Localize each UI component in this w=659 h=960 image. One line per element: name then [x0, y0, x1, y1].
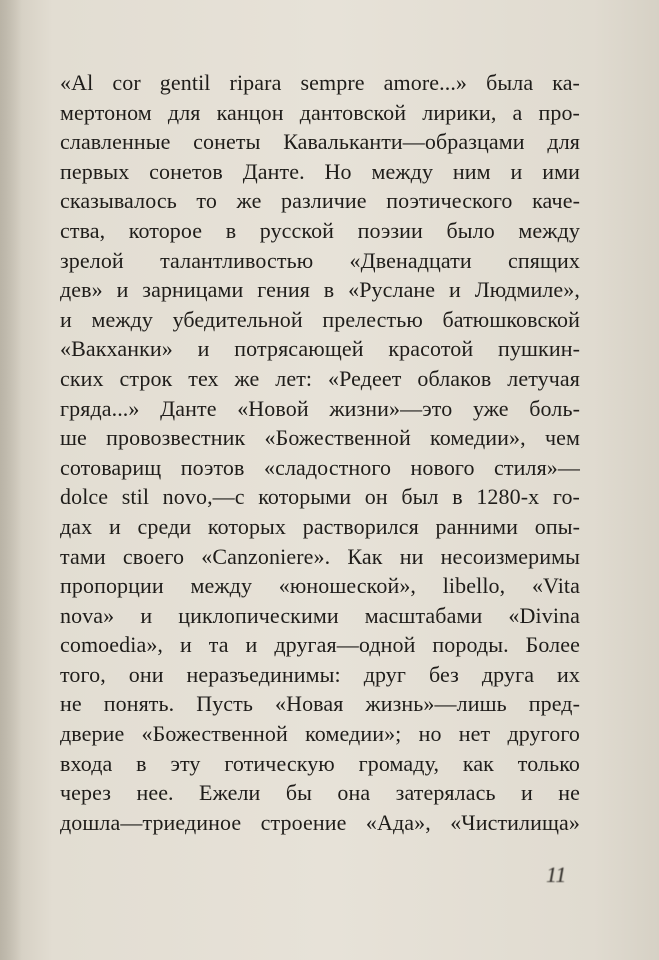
text-line: гряда...» Данте «Новой жизни»—это уже боль- — [60, 395, 580, 421]
text-line: входа в эту готическую громаду, как только — [60, 750, 580, 776]
text-line: славленные сонеты Кавальканти—образцами для — [60, 129, 580, 155]
text-line: дверие «Божественной комедии»; но нет другого — [60, 721, 580, 747]
text-line: того, они неразъединимы: друг без друга их — [60, 661, 580, 687]
text-line: первых сонетов Данте. Но между ним и ими — [60, 158, 580, 184]
text-line: дошла—триединое строение «Ада», «Чистилища» — [60, 809, 580, 835]
text-line: nova» и циклопическими масштабами «Divina — [60, 602, 580, 628]
text-line: дах и среди которых растворился ранними опы- — [60, 513, 580, 539]
text-line: «Вакханки» и потрясающей красотой пушкин- — [60, 336, 580, 362]
text-line: ше провозвестник «Божественной комедии», чем — [60, 425, 580, 451]
body-text — [60, 68, 580, 837]
text-line: ства, которое в русской поэзии было между — [60, 217, 580, 243]
text-line: dolce stil novo,—с которыми он был в 1280-х го- — [60, 484, 580, 510]
text-line: comoedia», и та и другая—одной породы. Более — [60, 632, 580, 658]
text-line: не понять. Пусть «Новая жизнь»—лишь пред- — [60, 691, 580, 717]
text-line: через нее. Ежели бы она затерялась и не — [60, 780, 580, 806]
page-number: 11 — [546, 862, 567, 887]
text-line: сотоварищ поэтов «сладостного нового стиля»— — [60, 454, 580, 480]
text-line: тами своего «Canzoniere». Как ни несоизмеримы — [60, 543, 580, 569]
text-line: мертоном для канцон дантовской лирики, а про- — [60, 99, 580, 125]
text-line: ских строк тех же лет: «Редеет облаков летучая — [60, 365, 580, 391]
page-gutter-shadow — [0, 0, 22, 960]
text-line: и между убедительной прелестью батюшковской — [60, 306, 580, 332]
text-line: дев» и зарницами гения в «Руслане и Людмиле», — [60, 277, 580, 303]
text-line: сказывалось то же различие поэтического каче- — [60, 188, 580, 214]
text-line: «Al cor gentil ripara sempre amore...» была ка- — [60, 70, 580, 95]
text-line: зрелой талантливостью «Двенадцати спящих — [60, 247, 580, 273]
text-line: пропорции между «юношеской», libello, «Vita — [60, 573, 580, 599]
